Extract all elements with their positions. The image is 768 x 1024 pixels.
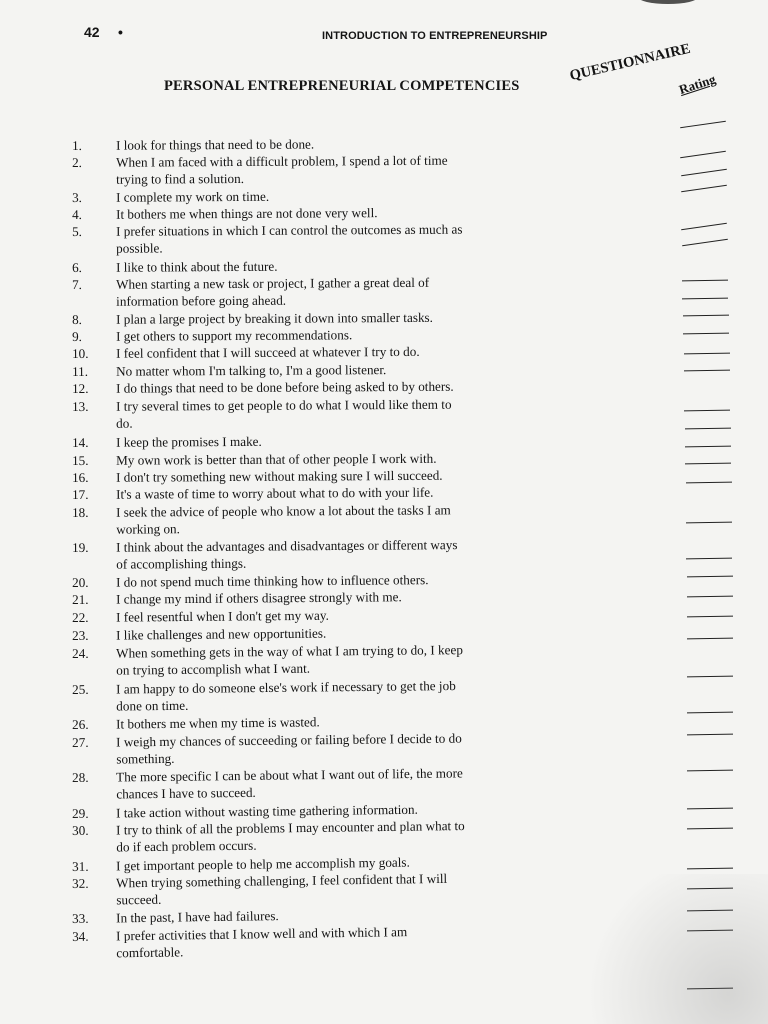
question-text-line: It bothers me when my time is wasted.	[116, 714, 320, 732]
question-number: 4.	[72, 206, 82, 222]
question-text-line: I think about the advantages and disadvantages or different ways	[116, 537, 458, 555]
rating-blank[interactable]	[687, 868, 733, 870]
question-number: 11.	[72, 363, 89, 379]
question-number: 24.	[72, 645, 89, 661]
question-text-line: When something gets in the way of what I am trying to do, I keep	[116, 642, 463, 661]
question-text-line: I like to think about the future.	[116, 258, 278, 275]
question-text-line: of accomplishing things.	[116, 555, 247, 572]
question-number: 3.	[72, 189, 82, 205]
question-text	[116, 501, 566, 538]
rating-blank[interactable]	[682, 298, 728, 300]
question-text-line: do if each problem occurs.	[116, 837, 257, 855]
question-number: 13.	[72, 398, 89, 414]
title-tail: QUESTIONNAIRE	[568, 40, 692, 85]
rating-blank[interactable]	[681, 185, 727, 192]
question-text-line: I don't try something new without making sure I will succeed.	[116, 467, 443, 485]
question-text-line: succeed.	[116, 891, 162, 908]
question-text	[116, 728, 566, 767]
question-number: 9.	[72, 328, 82, 344]
running-head: INTRODUCTION TO ENTREPRENEURSHIP	[322, 30, 548, 42]
rating-blank[interactable]	[682, 280, 728, 282]
question-text-line: When trying something challenging, I feel confident that I will	[116, 870, 448, 891]
question-text	[116, 395, 566, 432]
question-number: 21.	[72, 591, 89, 607]
scan-speckle	[568, 874, 768, 1024]
question-text-line: I do not spend much time thinking how to influence others.	[116, 572, 429, 590]
rating-blank[interactable]	[683, 353, 729, 355]
question-number: 10.	[72, 345, 89, 361]
question-number: 20.	[72, 574, 89, 590]
bullet-icon: •	[118, 24, 123, 40]
question-text-line: I try to think of all the problems I may encounter and plan what to	[116, 818, 465, 838]
rating-blank[interactable]	[683, 333, 729, 335]
question-text-line: I take action without wasting time gathering information.	[116, 801, 418, 821]
rating-blank[interactable]	[681, 169, 727, 176]
rating-blank[interactable]	[683, 315, 729, 317]
question-number: 30.	[72, 822, 89, 838]
question-number: 14.	[72, 434, 89, 450]
rating-blank[interactable]	[684, 370, 730, 372]
question-text-line: trying to find a solution.	[116, 170, 245, 187]
question-text-line: I keep the promises I make.	[116, 433, 262, 450]
question-text-line: I am happy to do someone else's work if necessary to get the job	[116, 678, 456, 697]
rating-blank[interactable]	[687, 676, 733, 678]
question-text-line: I weigh my chances of succeeding or failing before I decide to do	[116, 730, 462, 750]
question-text-line: possible.	[116, 240, 163, 256]
rating-blank[interactable]	[684, 410, 730, 412]
rating-column-label: Rating	[677, 71, 718, 98]
question-text-line: I like challenges and new opportunities.	[116, 625, 327, 643]
rating-blank[interactable]	[687, 576, 733, 578]
question-text-line: I plan a large project by breaking it down into smaller tasks.	[116, 309, 433, 327]
question-text-line: working on.	[116, 521, 180, 537]
question-text-line: I try several times to get people to do what I would like them to	[116, 396, 452, 414]
question-number: 34.	[72, 928, 89, 944]
question-text	[116, 676, 566, 715]
question-text-line: It's a waste of time to worry about what to do with your life.	[116, 484, 434, 502]
question-text-line: I look for things that need to be done.	[116, 136, 315, 153]
question-text-line: I feel resentful when I don't get my way.	[116, 607, 329, 625]
rating-blank[interactable]	[682, 239, 728, 246]
title-main: PERSONAL ENTREPRENEURIAL COMPETENCIES	[164, 78, 520, 94]
rating-blank[interactable]	[687, 712, 733, 714]
question-text-line: I change my mind if others disagree strongly with me.	[116, 589, 402, 607]
question-number: 18.	[72, 504, 89, 520]
question-text-line: I do things that need to be done before being asked to by others.	[116, 378, 454, 396]
question-text	[116, 342, 566, 362]
question-text-line: I complete my work on time.	[116, 188, 270, 205]
question-text-line: I seek the advice of people who know a lot about the tasks I am	[116, 502, 451, 520]
question-text-line: I prefer situations in which I can control the outcomes as much as	[116, 221, 463, 239]
question-text	[116, 273, 566, 310]
question-text	[116, 377, 566, 397]
question-number: 16.	[72, 469, 89, 485]
rating-blank[interactable]	[686, 558, 732, 560]
question-text	[116, 151, 566, 188]
question-number: 1.	[72, 137, 82, 153]
question-number: 6.	[72, 259, 82, 275]
question-number: 8.	[72, 311, 82, 327]
question-text	[116, 763, 566, 802]
question-text	[116, 535, 566, 572]
question-text-line: I feel confident that I will succeed at whatever I try to do.	[116, 343, 420, 361]
question-text-line: chances I have to succeed.	[116, 784, 256, 802]
question-number: 17.	[72, 486, 89, 502]
question-number: 12.	[72, 380, 89, 396]
rating-blank[interactable]	[687, 638, 733, 640]
rating-blank[interactable]	[687, 770, 733, 772]
rating-blank[interactable]	[687, 734, 733, 736]
question-text-line: It bothers me when things are not done very well.	[116, 205, 378, 222]
question-text-line: do.	[116, 415, 133, 431]
question-number: 22.	[72, 609, 89, 625]
question-number: 27.	[72, 734, 89, 750]
question-text	[116, 220, 566, 257]
question-text-line: When starting a new task or project, I gather a great deal of	[116, 274, 430, 292]
rating-blank[interactable]	[685, 446, 731, 448]
question-number: 5.	[72, 223, 82, 239]
question-text-line: In the past, I have had failures.	[116, 908, 279, 926]
rating-blank[interactable]	[687, 616, 733, 618]
question-number: 19.	[72, 539, 89, 555]
question-text	[116, 431, 566, 451]
question-number: 29.	[72, 805, 89, 821]
rating-blank[interactable]	[686, 482, 732, 484]
question-number: 25.	[72, 681, 89, 697]
rating-blank[interactable]	[687, 808, 733, 810]
question-text	[116, 640, 566, 678]
question-item	[72, 134, 572, 153]
question-number: 32.	[72, 875, 89, 891]
question-number: 31.	[72, 858, 89, 874]
question-text-line: When I am faced with a difficult problem, I spend a lot of time	[116, 152, 448, 170]
rating-blank[interactable]	[687, 596, 733, 598]
question-text-line: I get important people to help me accomplish my goals.	[116, 854, 410, 874]
question-number: 28.	[72, 769, 89, 785]
question-text	[116, 921, 566, 962]
question-text-line: I prefer activities that I know well and with which I am	[116, 924, 408, 944]
rating-blank[interactable]	[682, 223, 728, 230]
question-text-line: I get others to support my recommendations.	[116, 327, 353, 344]
question-text	[116, 483, 566, 503]
question-text-line: something.	[116, 750, 175, 767]
rating-blank[interactable]	[685, 463, 731, 465]
rating-blank[interactable]	[685, 428, 731, 430]
question-text-line: The more specific I can be about what I want out of life, the more	[116, 765, 463, 785]
question-text	[116, 816, 566, 856]
question-text-line: done on time.	[116, 697, 189, 714]
rating-blank[interactable]	[680, 121, 726, 128]
question-number: 7.	[72, 276, 82, 292]
question-text	[116, 868, 566, 908]
rating-blank[interactable]	[687, 828, 733, 830]
question-number: 23.	[72, 627, 89, 643]
question-text-line: My own work is better than that of other people I work with.	[116, 450, 437, 468]
question-number: 26.	[72, 716, 89, 732]
question-text-line: comfortable.	[116, 944, 184, 961]
rating-blank[interactable]	[686, 522, 732, 524]
question-text-line: on trying to accomplish what I want.	[116, 660, 311, 678]
page-number: 42	[84, 24, 100, 40]
question-number: 15.	[72, 452, 89, 468]
rating-blank[interactable]	[680, 151, 726, 158]
question-number: 2.	[72, 154, 82, 170]
question-text-line: information before going ahead.	[116, 292, 287, 309]
question-text-line: No matter whom I'm talking to, I'm a good listener.	[116, 362, 387, 379]
question-number: 33.	[72, 910, 89, 926]
